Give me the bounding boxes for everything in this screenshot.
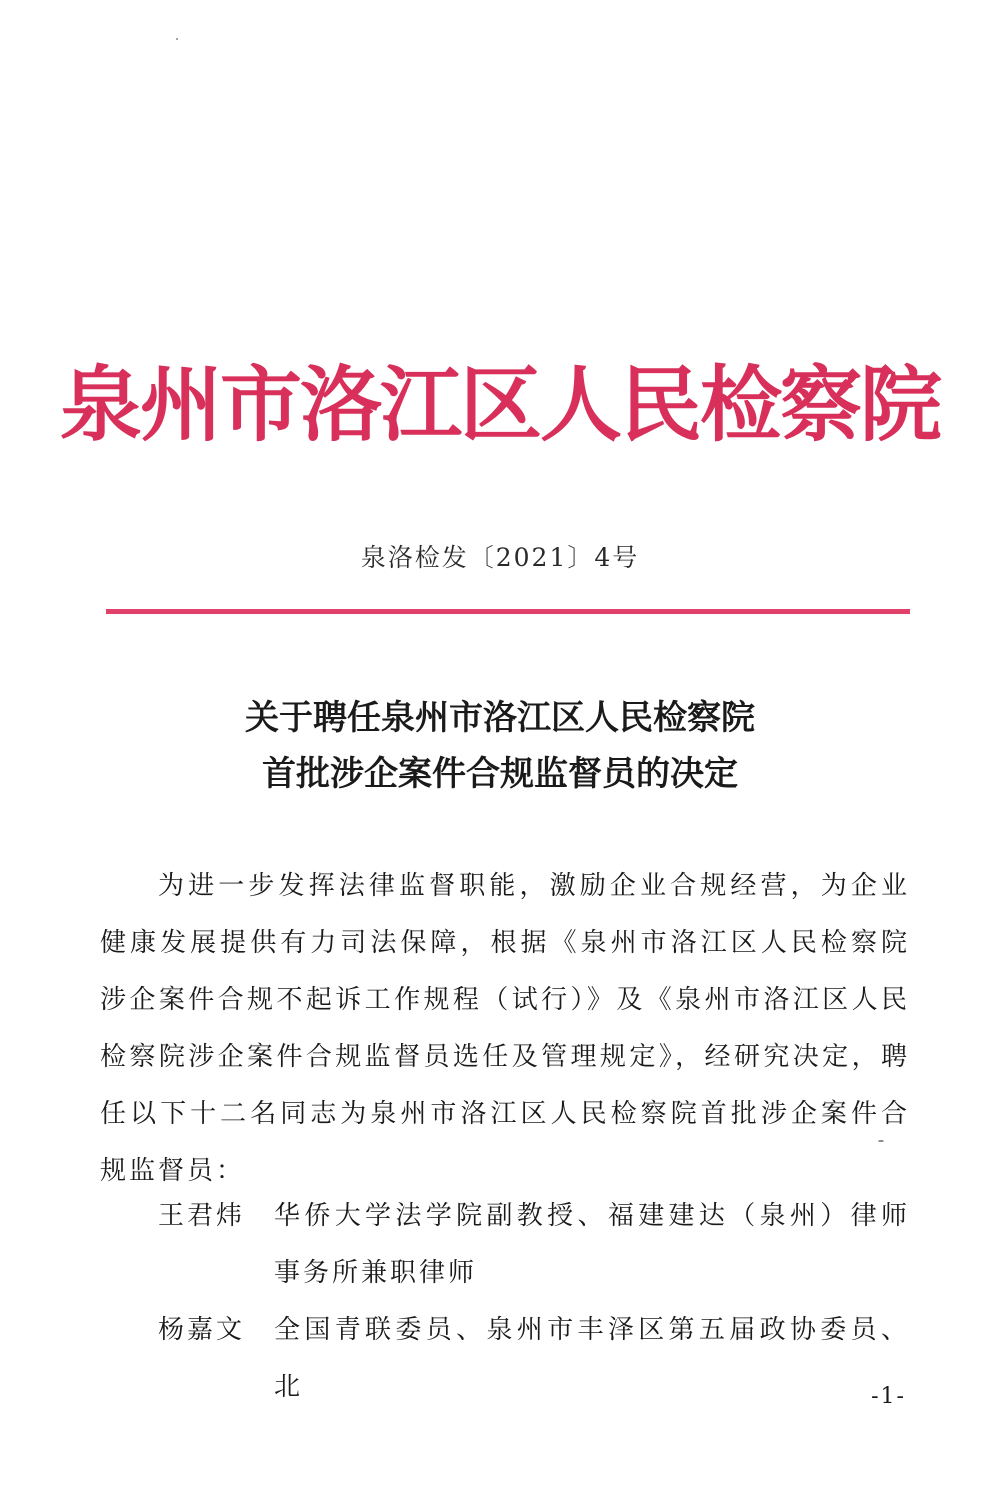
appointee-entry (158, 1302, 910, 1416)
document-number: 泉洛检发〔2021〕4号 (360, 543, 640, 572)
appointee-description: 全国青联委员、泉州市丰泽区第五届政协委员、北 (274, 1315, 910, 1402)
appointee-description: 华侨大学法学院副教授、福建建达（泉州）律师事务所兼职律师 (274, 1201, 910, 1288)
page-number: -1- (871, 1384, 906, 1409)
red-separator-line (106, 609, 910, 614)
appointee-name: 杨嘉文 (158, 1315, 246, 1345)
scan-speck (176, 38, 178, 40)
appointee-entry (158, 1188, 910, 1302)
document-title-line-2: 首批涉企案件合规监督员的决定 (262, 754, 738, 794)
intro-paragraph: 为进一步发挥法律监督职能，激励企业合规经营，为企业健康发展提供有力司法保障，根据《泉州市洛江区人民检察院涉企案件合规不起诉工作规程（试行）》及《泉州市洛江区人民检察院涉企案件合规监督员选任及管理规定》，经研究决定，聘任以下十二名同志为泉州市洛江区人民检察院首批涉企案件合规监督员： (100, 871, 910, 1186)
document-body (100, 858, 910, 1200)
issuing-organization-title: 泉州市洛江区人民检察院 (59, 358, 940, 453)
document-title-line-1: 关于聘任泉州市洛江区人民检察院 (245, 698, 755, 738)
appointee-name: 王君炜 (158, 1201, 246, 1231)
document-title (0, 690, 1000, 802)
